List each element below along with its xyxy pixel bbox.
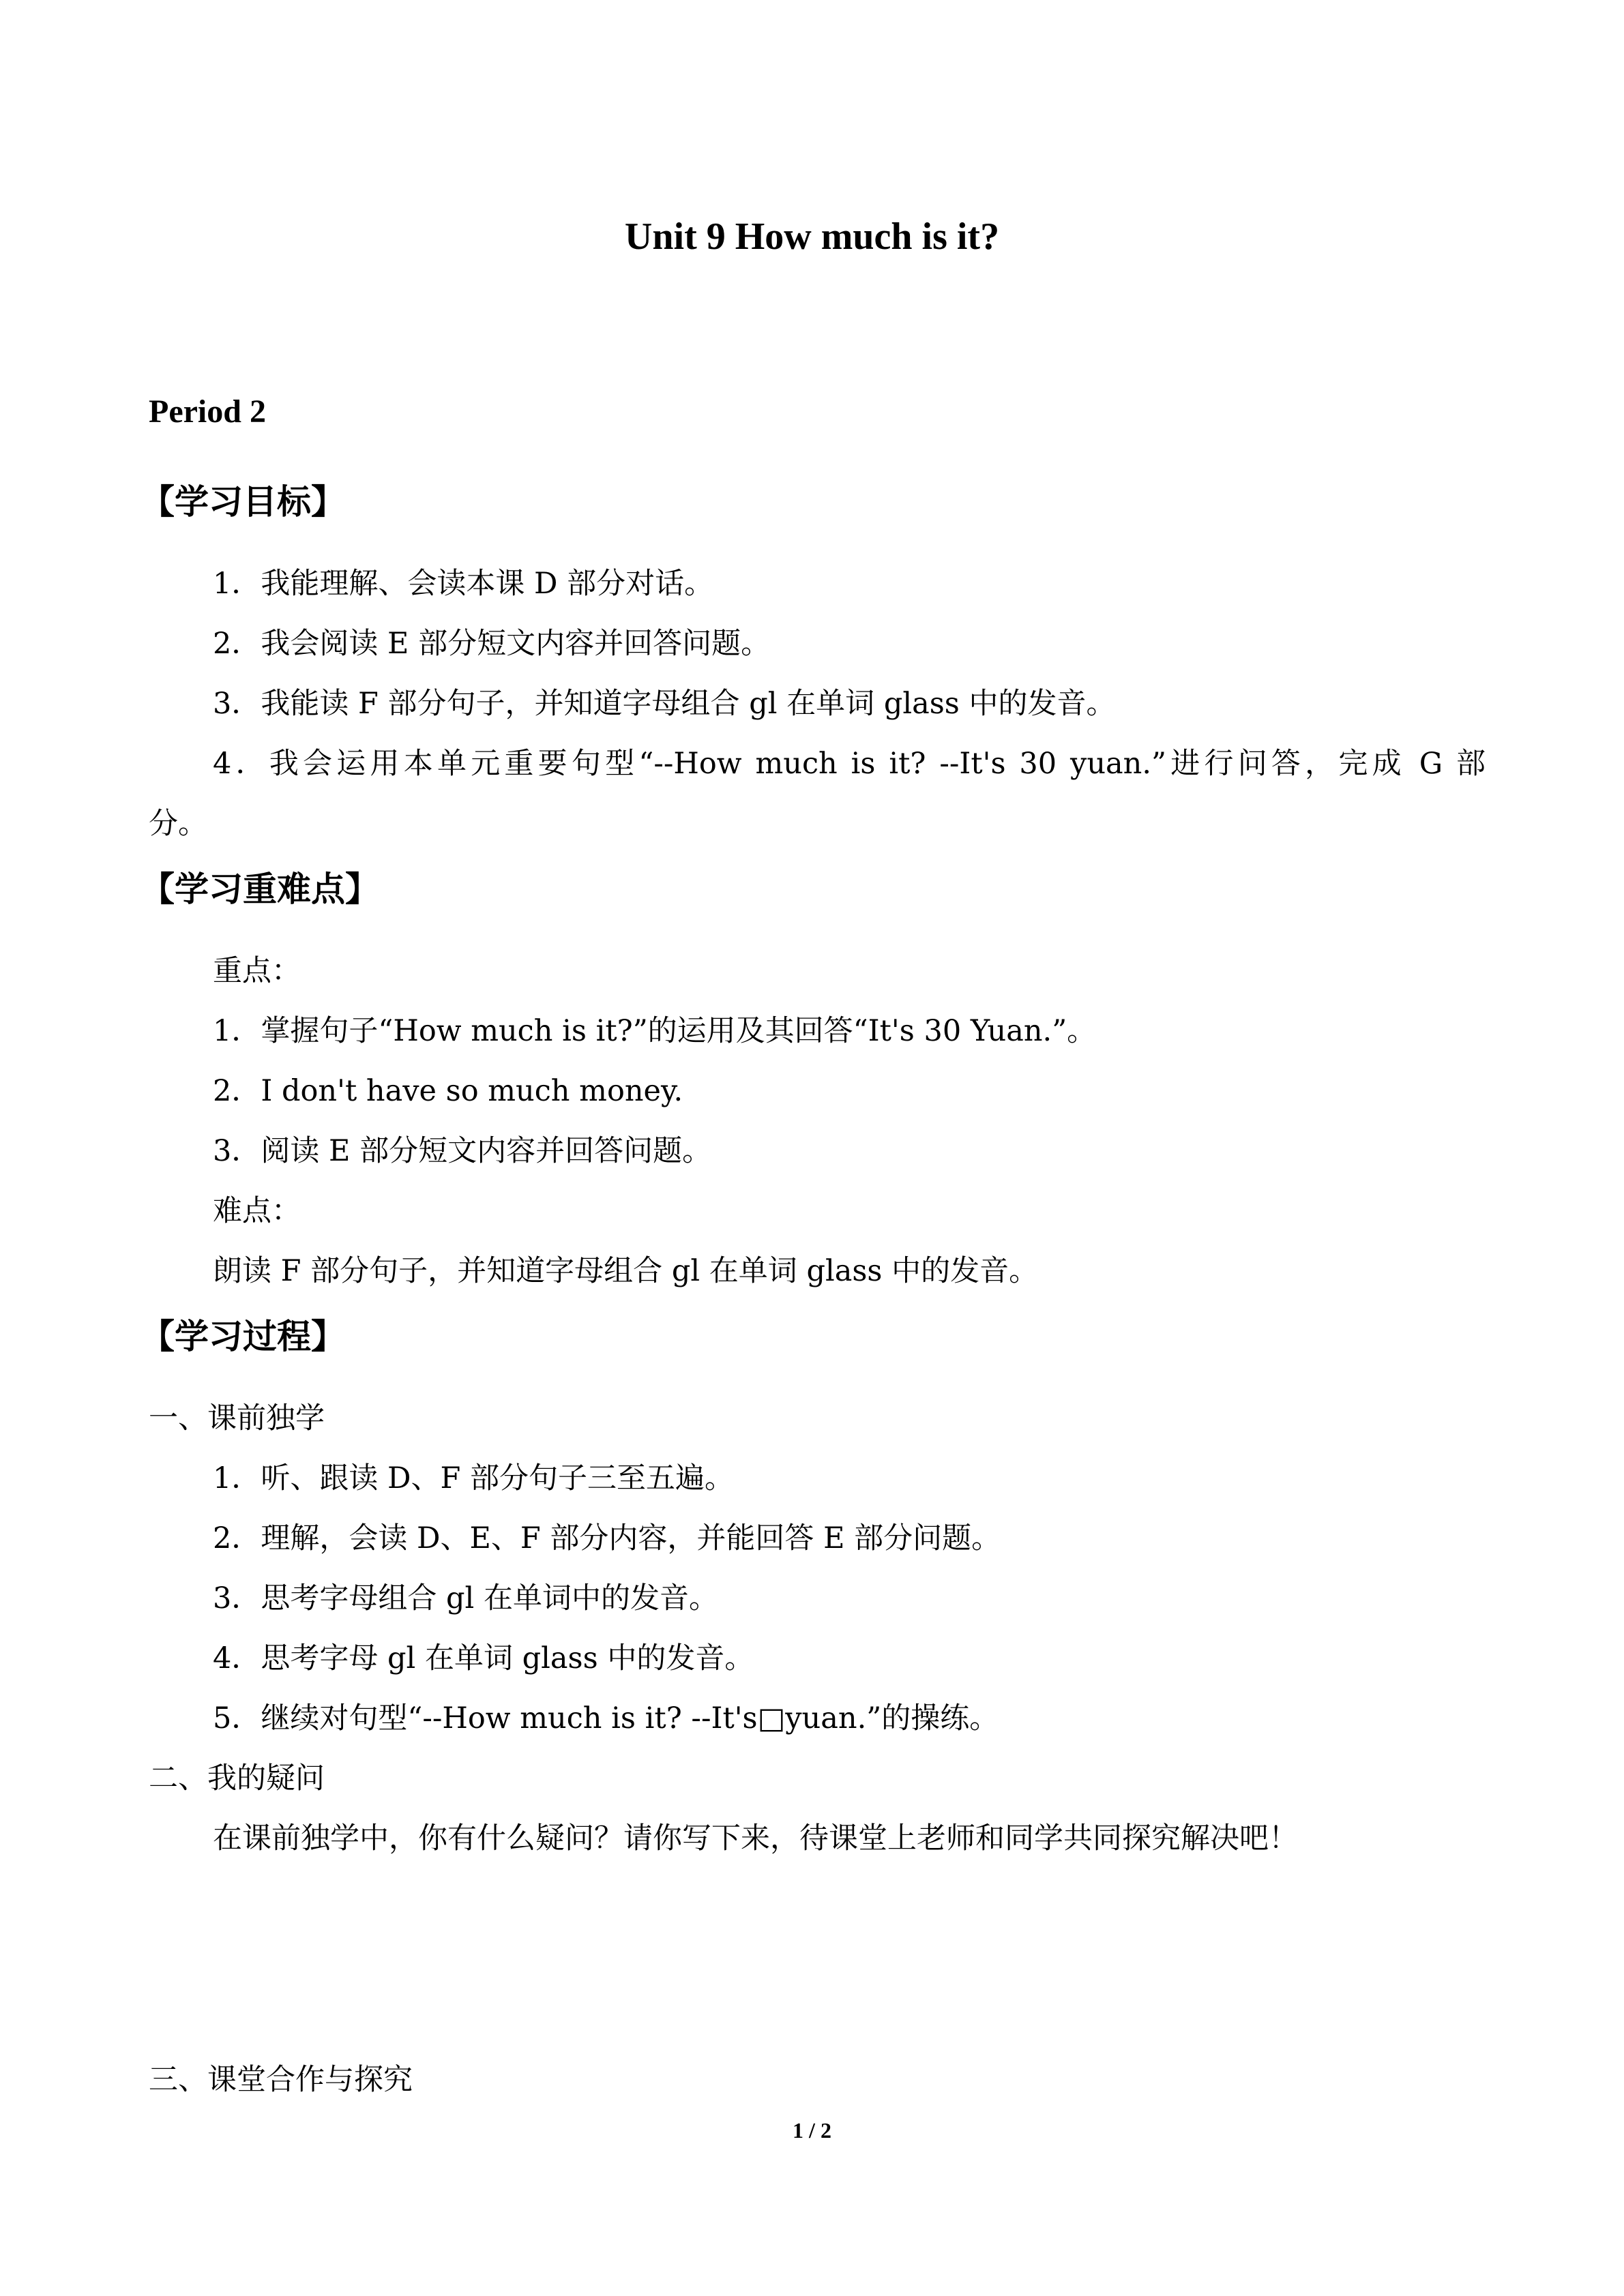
difficulty-label: 难点： [213,1194,301,1228]
objective-item: 2．我会阅读 E 部分短文内容并回答问题。 [213,627,771,661]
focus-label: 重点： [213,954,301,988]
difficulty-text: 朗读 F 部分句子，并知道字母组合 gl 在单词 glass 中的发音。 [213,1254,1039,1288]
objective-item-continuation: 分。 [149,807,207,841]
process-part1-item: 3．思考字母组合 gl 在单词中的发音。 [213,1581,718,1615]
page-number: 1 / 2 [793,2118,831,2143]
process-part2-text: 在课前独学中，你有什么疑问？请你写下来，待课堂上老师和同学共同探究解决吧！ [213,1821,1298,1855]
focus-item: 2．I don't have so much money. [213,1074,683,1108]
document-title: Unit 9 How much is it? [624,215,1000,258]
objective-item: 4．我会运用本单元重要句型“--How much is it? --It's 30 yuan.”进行问答，完成 G 部 [213,747,1486,781]
period-label: Period 2 [149,393,266,430]
process-part1-title: 一、课前独学 [149,1401,325,1435]
objective-item: 3．我能读 F 部分句子，并知道字母组合 gl 在单词 glass 中的发音。 [213,687,1116,721]
process-part1-item: 1．听、跟读 D、F 部分句子三至五遍。 [213,1461,735,1495]
key-points-heading: 【学习重难点】 [141,869,379,909]
process-part2-title: 二、我的疑问 [149,1761,325,1795]
process-heading: 【学习过程】 [141,1317,345,1356]
process-part1-item: 5．继续对句型“--How much is it? --It's□yuan.”的操练。 [213,1701,999,1735]
objective-item: 1．我能理解、会读本课 D 部分对话。 [213,567,714,601]
focus-item: 1．掌握句子“How much is it?”的运用及其回答“It's 30 Yuan.”。 [213,1014,1097,1048]
objectives-heading: 【学习目标】 [141,482,345,522]
process-part1-item: 4．思考字母 gl 在单词 glass 中的发音。 [213,1641,754,1675]
process-part3-title: 三、课堂合作与探究 [149,2063,413,2097]
focus-item: 3．阅读 E 部分短文内容并回答问题。 [213,1134,712,1168]
process-part1-item: 2．理解，会读 D、E、F 部分内容，并能回答 E 部分问题。 [213,1521,1001,1555]
